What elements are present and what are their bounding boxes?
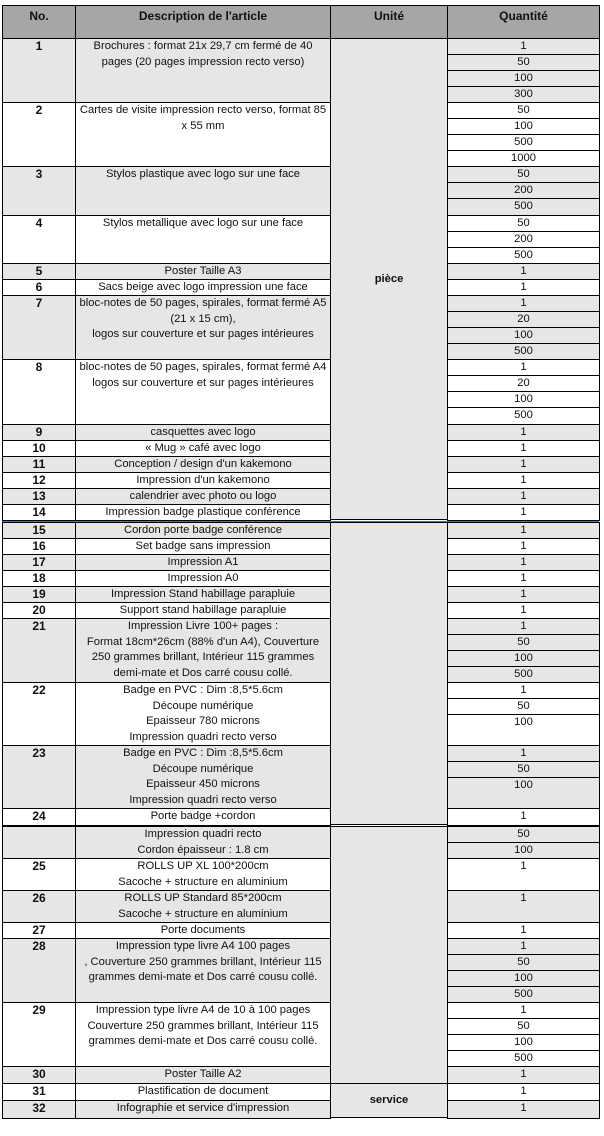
item-quantity: 1	[447, 538, 600, 555]
item-description: Impression Stand habillage parapluie	[75, 586, 331, 603]
item-number: 31	[2, 1083, 76, 1102]
item-number: 10	[2, 440, 76, 457]
item-number: 27	[2, 922, 76, 939]
item-description: Poster Taille A3	[75, 263, 331, 280]
item-quantity: 1	[447, 682, 600, 699]
unit-label: service	[369, 1093, 409, 1106]
item-description: Conception / design d'un kakemono	[75, 456, 331, 473]
item-quantity: 1	[447, 1066, 600, 1085]
item-number: 16	[2, 538, 76, 555]
item-quantity: 50	[447, 826, 600, 843]
item-description: bloc-notes de 50 pages, spirales, format fermé A5 (21 x 15 cm), logos sur couverture et sur pages intérieures	[75, 295, 331, 360]
item-quantity: 1000	[447, 150, 600, 167]
item-number: 3	[2, 166, 76, 216]
item-quantity: 50	[447, 954, 600, 971]
item-description: Poster Taille A2	[75, 1066, 331, 1085]
item-quantity: 50	[447, 102, 600, 119]
unit-cell-piece-3	[330, 826, 448, 1084]
item-number: 12	[2, 472, 76, 489]
item-description: Stylos plastique avec logo sur une face	[75, 166, 331, 216]
item-quantity: 1	[447, 440, 600, 457]
item-number: 6	[2, 279, 76, 296]
item-quantity: 50	[447, 1018, 600, 1035]
item-number: 23	[2, 745, 76, 809]
unit-label: pièce	[374, 273, 404, 286]
item-description: Infographie et service d'impression	[75, 1100, 331, 1119]
item-quantity: 50	[447, 166, 600, 183]
item-quantity: 200	[447, 231, 600, 248]
item-quantity: 500	[447, 1050, 600, 1067]
item-number: 1	[2, 38, 76, 103]
item-description: Impression Livre 100+ pages : Format 18cm*26cm (88% d'un A4), Couverture 250 grammes brillant, Intérieur 115 grammes demi-mate et Dos carré cousu collé.	[75, 618, 331, 683]
item-quantity: 1	[447, 504, 600, 521]
item-number: 9	[2, 424, 76, 441]
item-number: 15	[2, 522, 76, 539]
item-number: 7	[2, 295, 76, 360]
item-description: casquettes avec logo	[75, 424, 331, 441]
item-quantity: 1	[447, 586, 600, 603]
item-number: 4	[2, 215, 76, 264]
item-quantity: 50	[447, 634, 600, 651]
item-description: Impression type livre A4 de 10 à 100 pages Couverture 250 grammes brillant, Intérieur 115 grammes demi-mate et Dos carré cousu collé.	[75, 1002, 331, 1067]
item-quantity: 500	[447, 198, 600, 216]
item-quantity: 500	[447, 134, 600, 151]
item-number: 22	[2, 682, 76, 746]
item-description: Badge en PVC : Dim :8,5*5.6cm Découpe numérique Epaisseur 780 microns Impression quadri recto verso	[75, 682, 331, 746]
header-unit: Unité	[330, 5, 448, 39]
item-description: ROLLS UP XL 100*200cm Sacoche + structure en aluminium	[75, 858, 331, 891]
item-number: 17	[2, 554, 76, 571]
unit-cell-piece-2	[330, 522, 448, 825]
item-number: 28	[2, 938, 76, 1003]
header-quantity: Quantité	[447, 5, 600, 39]
item-quantity: 100	[447, 327, 600, 344]
header-description: Description de l'article	[75, 5, 331, 39]
item-number: 20	[2, 602, 76, 619]
item-description: Impression badge plastique conférence	[75, 504, 331, 521]
item-quantity: 100	[447, 970, 600, 987]
item-quantity: 1	[447, 522, 600, 539]
item-quantity: 1	[447, 602, 600, 619]
item-number: 19	[2, 586, 76, 603]
item-quantity: 100	[447, 777, 600, 809]
item-quantity: 20	[447, 375, 600, 392]
item-quantity: 1	[447, 359, 600, 376]
item-quantity: 1	[447, 424, 600, 441]
item-quantity: 300	[447, 86, 600, 103]
item-quantity: 500	[447, 247, 600, 264]
item-description: Cartes de visite impression recto verso, format 85 x 55 mm	[75, 102, 331, 167]
item-quantity: 1	[447, 472, 600, 489]
item-description: Plastification de document	[75, 1083, 331, 1102]
item-description: Impression A0	[75, 570, 331, 587]
item-description: Impression A1	[75, 554, 331, 571]
item-quantity: 50	[447, 761, 600, 778]
unit-cell-service	[330, 1083, 448, 1118]
item-quantity: 1	[447, 38, 600, 55]
item-quantity: 1	[447, 808, 600, 826]
item-quantity: 1	[447, 745, 600, 762]
item-quantity: 500	[447, 407, 600, 425]
item-quantity: 1	[447, 1100, 600, 1119]
item-quantity: 1	[447, 922, 600, 939]
item-description: calendrier avec photo ou logo	[75, 488, 331, 505]
item-description: Impression d'un kakemono	[75, 472, 331, 489]
item-description: Porte documents	[75, 922, 331, 939]
item-quantity: 50	[447, 54, 600, 71]
item-quantity: 50	[447, 698, 600, 715]
item-quantity: 100	[447, 714, 600, 746]
item-number: 30	[2, 1066, 76, 1085]
item-quantity: 1	[447, 456, 600, 473]
item-number	[2, 826, 76, 859]
item-quantity: 1	[447, 263, 600, 280]
item-description: Support stand habillage parapluie	[75, 602, 331, 619]
item-quantity: 1	[447, 858, 600, 891]
item-description: Badge en PVC : Dim :8,5*5.6cm Découpe numérique Epaisseur 450 microns Impression quadri recto verso	[75, 745, 331, 809]
item-quantity: 20	[447, 311, 600, 328]
item-number: 29	[2, 1002, 76, 1067]
item-quantity: 500	[447, 986, 600, 1003]
item-number: 2	[2, 102, 76, 167]
item-description: Impression type livre A4 100 pages , Couverture 250 grammes brillant, Intérieur 115 grammes demi-mate et Dos carré cousu collé.	[75, 938, 331, 1003]
item-quantity: 1	[447, 890, 600, 923]
item-description: bloc-notes de 50 pages, spirales, format fermé A4 logos sur couverture et sur pages intérieures	[75, 359, 331, 425]
item-number: 21	[2, 618, 76, 683]
item-quantity: 100	[447, 650, 600, 667]
item-number: 32	[2, 1100, 76, 1119]
item-number: 24	[2, 808, 76, 826]
item-quantity: 1	[447, 618, 600, 635]
item-quantity: 1	[447, 938, 600, 955]
item-description: ROLLS UP Standard 85*200cm Sacoche + structure en aluminium	[75, 890, 331, 923]
item-number: 25	[2, 858, 76, 891]
header-no: No.	[2, 5, 76, 39]
item-number: 26	[2, 890, 76, 923]
item-number: 18	[2, 570, 76, 587]
item-quantity: 1	[447, 295, 600, 312]
item-quantity: 1	[447, 279, 600, 296]
item-quantity: 500	[447, 343, 600, 360]
unit-cell-piece-1	[330, 38, 448, 520]
item-quantity: 200	[447, 182, 600, 199]
item-description: Brochures : format 21x 29,7 cm fermé de 40 pages (20 pages impression recto verso)	[75, 38, 331, 103]
item-number: 13	[2, 488, 76, 505]
item-quantity: 1	[447, 1083, 600, 1102]
item-number: 8	[2, 359, 76, 425]
item-quantity: 1	[447, 554, 600, 571]
item-quantity: 100	[447, 118, 600, 135]
item-description: « Mug » café avec logo	[75, 440, 331, 457]
section-divider	[2, 521, 599, 522]
item-description: Cordon porte badge conférence	[75, 522, 331, 539]
item-description: Sacs beige avec logo impression une face	[75, 279, 331, 296]
item-quantity: 1	[447, 488, 600, 505]
item-description: Stylos metallique avec logo sur une face	[75, 215, 331, 264]
item-quantity: 50	[447, 215, 600, 232]
item-number: 14	[2, 504, 76, 521]
item-quantity: 100	[447, 70, 600, 87]
item-number: 5	[2, 263, 76, 280]
item-quantity: 100	[447, 391, 600, 408]
item-number: 11	[2, 456, 76, 473]
item-quantity: 100	[447, 1034, 600, 1051]
item-description: Porte badge +cordon	[75, 808, 331, 826]
item-quantity: 500	[447, 666, 600, 683]
item-quantity: 100	[447, 842, 600, 859]
item-quantity: 1	[447, 570, 600, 587]
item-quantity: 1	[447, 1002, 600, 1019]
item-description: Set badge sans impression	[75, 538, 331, 555]
item-description: Impression quadri recto Cordon épaisseur : 1.8 cm	[75, 826, 331, 859]
